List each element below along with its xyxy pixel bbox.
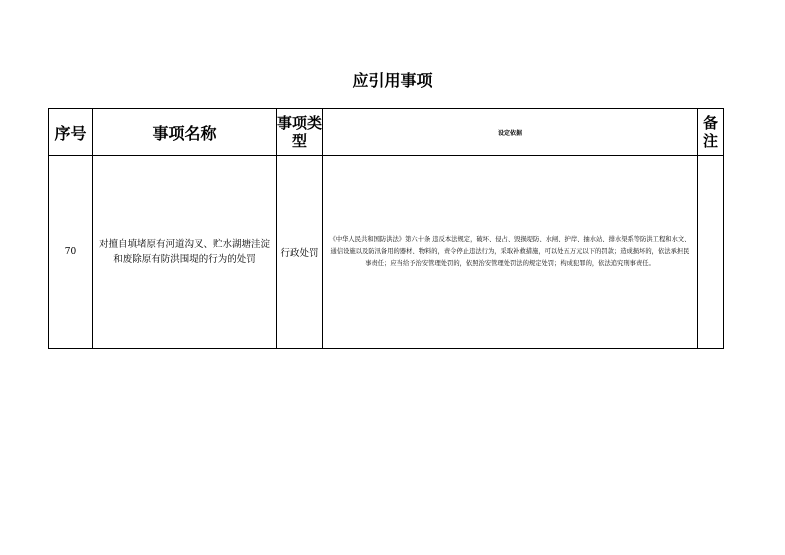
row-basis: 《中华人民共和国防洪法》第六十条 违反本法规定，破坏、侵占、毁损堤防、水闸、护岸、抽水站、排水渠系等防洪工程和水文、通信设施以及防汛备用的器材、物料的，责令停止违法行为，采取补救措施，可以处五万元以下的罚款；造成损坏的，依法承担民事责任；应当给予治安管理处罚的，依照治安管理处罚法的规定处罚；构成犯罪的，依法追究刑事责任。: [323, 156, 698, 349]
page-title: 应引用事项: [352, 71, 433, 90]
row-name: 对擅自填堵原有河道沟叉、贮水湖塘洼淀和废除原有防洪围堤的行为的处罚: [93, 156, 277, 349]
row-note: [698, 156, 724, 349]
header-seq: 序号: [49, 109, 93, 156]
table-header-row: [49, 109, 724, 156]
header-name: 事项名称: [93, 109, 277, 156]
row-type: 行政处罚: [277, 156, 323, 349]
row-seq: 70: [49, 156, 93, 349]
items-table: [48, 108, 724, 349]
header-note: 备注: [698, 109, 724, 156]
header-type: 事项类型: [277, 109, 323, 156]
table-row: [49, 156, 724, 349]
header-basis: 设定依据: [323, 109, 698, 156]
